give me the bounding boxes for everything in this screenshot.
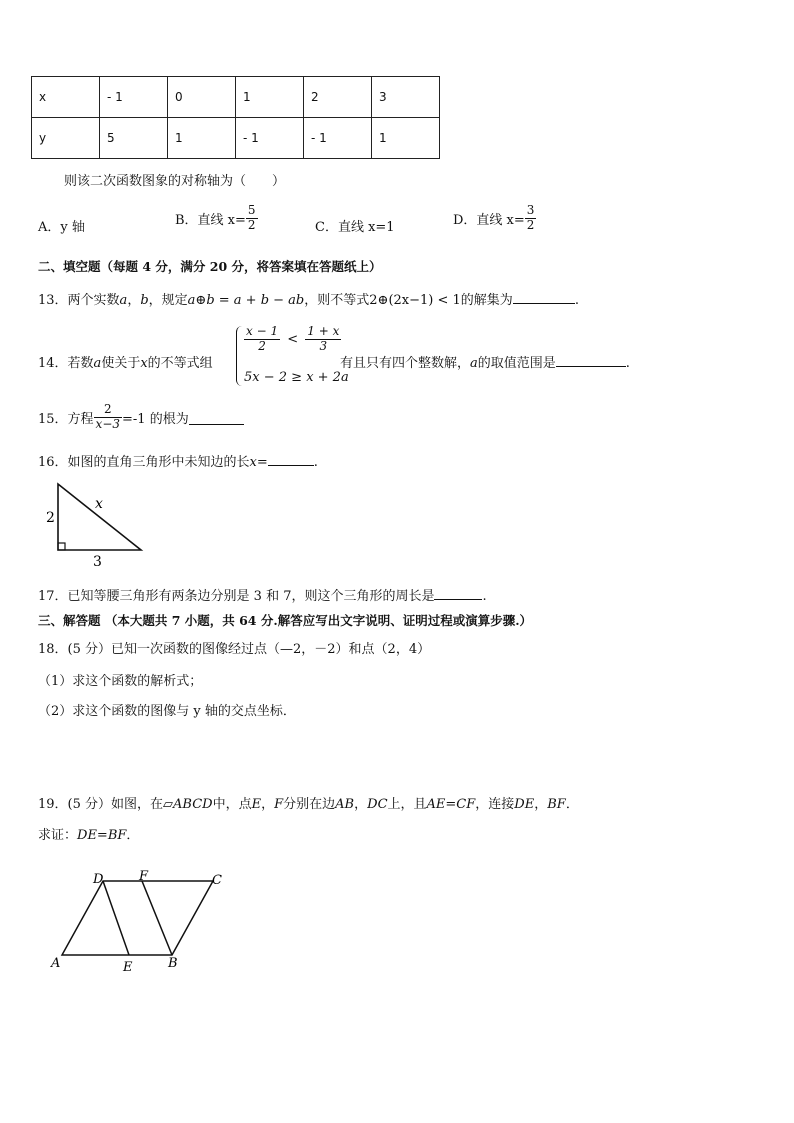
q13-text: 13．两个实数 [38,293,120,308]
point-f: F [274,797,284,812]
table-cell: x [32,77,100,118]
vertex-label-d: D [93,872,104,887]
q18-stem: 18．(5 分）已知一次函数的图像经过点（—2，－2）和点（2，4） [38,642,431,657]
q14-inequality-2: 5x − 2 ≥ x + 2a [244,370,349,385]
fraction-denominator: 2 [258,338,266,353]
q12-option-a: A．y 轴 [38,220,85,235]
q14-inequality-1 [244,325,341,354]
table-cell: - 1 [236,118,304,159]
parallelogram-symbol: ▱ABCD [163,797,213,812]
fraction-numerator: x − 1 [246,324,279,338]
q16-text: 16．如图的直角三角形中未知边的长 [38,455,250,470]
q13-rule: a⊕b = a + b − ab [187,293,305,308]
q19-sep: ， [261,797,275,812]
ineq1-left-fraction [244,325,280,354]
triangle-outline [58,484,141,550]
q16-eq: = [256,455,268,470]
q19-prove [38,824,139,843]
q17-end: . [482,589,487,604]
leg-label-2: 2 [46,510,55,526]
q19-sep: ， [354,797,368,812]
prove-end: ． [126,828,140,843]
fraction-numerator: 3 [526,203,535,217]
q19-text: ，连接 [475,797,515,812]
fraction-denominator: 2 [247,217,256,232]
table-cell: 1 [372,118,440,159]
option-b-fraction [246,204,258,233]
fraction-denominator: x−3 [95,416,121,431]
var-a: a [119,293,128,308]
q13-text: ，规定 [148,293,188,308]
fraction-numerator: 5 [247,203,256,217]
fraction-numerator: 1 + x [307,324,340,338]
q14-text: 的不等式组 [147,356,213,371]
table-cell: y [32,118,100,159]
q19-text: 分别在边 [283,797,336,812]
q13 [38,289,579,308]
q14-text: 的取值范围是 [477,356,556,371]
answer-blank [556,366,626,367]
answer-blank [513,303,575,304]
table-cell: 1 [236,77,304,118]
point-e: E [251,797,262,812]
right-triangle-figure [40,478,150,570]
q18-sub2: （2）求这个函数的图像与 y 轴的交点坐标． [38,704,296,719]
answer-blank [434,599,482,600]
q15 [38,403,244,432]
q13-sep: ， [127,293,141,308]
q19-end: ． [565,797,579,812]
segment-de: DE [514,797,535,812]
q19-text: 中，点 [212,797,252,812]
parallelogram-figure [45,865,235,977]
ineq1-right-fraction [305,325,341,354]
q15-text: =-1 的根为 [122,411,189,427]
q12-option-c: C．直线 x=1 [315,220,395,235]
condition: AE=CF [426,797,476,812]
option-d-prefix: D．直线 x= [453,212,525,228]
var-b: b [140,293,149,308]
q13-inequality: 2⊕(2x−1) < 1 [369,293,461,308]
var-x: x [140,356,148,371]
var-x: x [249,455,257,470]
q13-text: 的解集为 [460,293,513,308]
q13-text: ，则不等式 [304,293,370,308]
vertex-label-c: C [212,873,222,888]
q12-stem: 则该二次函数图象的对称轴为（ ） [64,174,286,189]
vertex-label-e: E [123,960,133,975]
table-cell: 2 [304,77,372,118]
table-cell: - 1 [100,77,168,118]
q17-text: 17．已知等腰三角形有两条边分别是 3 和 7，则这个三角形的周长是 [38,589,435,604]
prove-statement: DE=BF [77,828,127,843]
q19-text: 19．(5 分）如图，在 [38,797,164,812]
option-b-prefix: B．直线 x= [175,212,246,228]
vertex-label-f: F [139,869,149,884]
q14-text: 使关于 [101,356,141,371]
answer-blank [268,465,314,466]
value-table [31,76,440,159]
table-cell: 0 [168,77,236,118]
right-angle-marker [58,543,65,550]
table-cell: 5 [100,118,168,159]
q19-stem [38,793,579,812]
q14-tail [340,352,630,371]
segment-de-line [103,881,129,955]
table-cell: - 1 [304,118,372,159]
fraction-numerator: 2 [94,403,122,418]
q19-text: 上，且 [387,797,427,812]
answer-blank [189,410,244,425]
table-cell: 1 [168,118,236,159]
q15-fraction [94,403,122,432]
q14-end: . [625,356,630,371]
section-2-heading: 二、填空题（每题 4 分，满分 20 分，将答案填在答题纸上） [38,259,382,274]
side-ab: AB [335,797,355,812]
leg-label-3: 3 [93,554,102,570]
q13-end: . [574,293,579,308]
vertex-label-a: A [51,956,61,971]
q14-lead [38,352,213,371]
var-a: a [93,356,102,371]
parallelogram-outline [62,881,213,955]
side-dc: DC [367,797,388,812]
prove-prefix: 求证： [38,828,78,843]
segment-bf-line [142,881,172,955]
vertex-label-b: B [168,956,178,971]
table-cell: 3 [372,77,440,118]
option-d-fraction [525,204,537,233]
q12-option-b [175,204,258,233]
section-3-heading: 三、解答题 （本大题共 7 小题，共 64 分.解答应写出文字说明、证明过程或演算步骤.） [38,613,533,628]
q16 [38,451,318,470]
fraction-denominator: 2 [526,217,535,232]
hypotenuse-label: x [95,496,103,512]
q14-text: 有且只有四个整数解， [340,356,471,371]
q19-sep: ， [534,797,548,812]
ineq1-operator: < [287,331,299,347]
fraction-denominator: 3 [319,338,328,353]
q17 [38,585,487,604]
q15-text: 15．方程 [38,411,94,427]
segment-bf: BF [547,797,566,812]
q14-text: 14．若数 [38,356,94,371]
table-row-y [32,118,440,159]
q12-option-d [453,204,536,233]
q18-sub1: （1）求这个函数的解析式； [38,674,203,689]
table-row-x [32,77,440,118]
q16-end: . [313,455,318,470]
var-a: a [470,356,478,371]
